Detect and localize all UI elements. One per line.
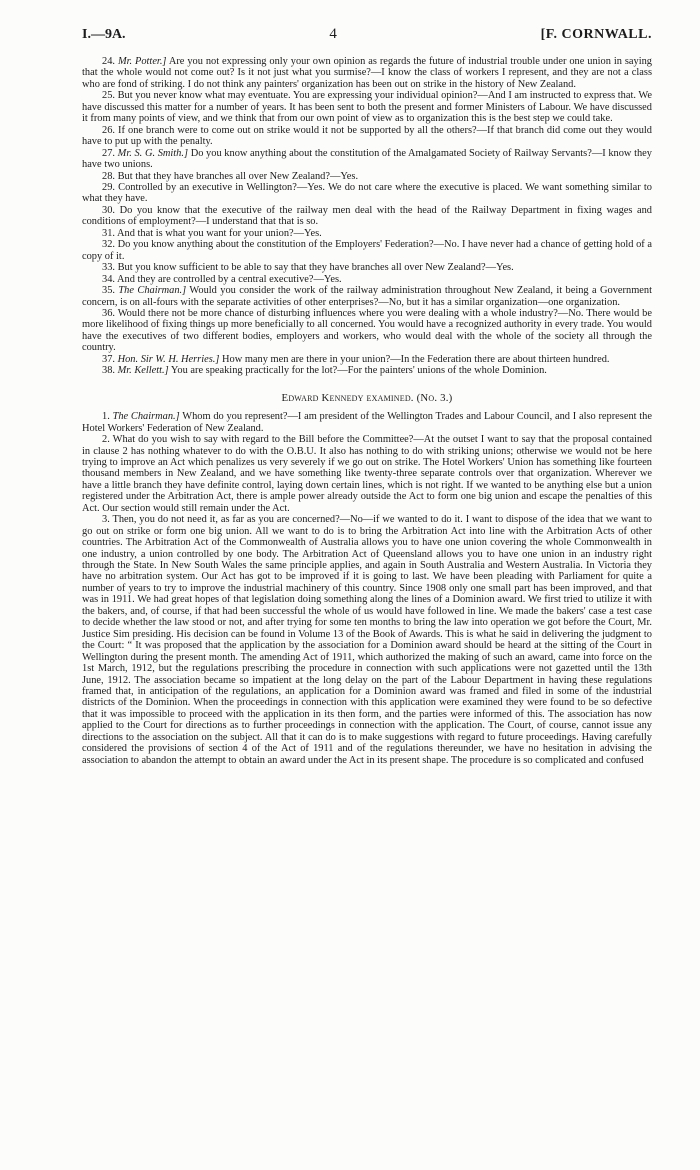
paragraph-text: Then, you do not need it, as far as you are concerned?—No—if we wanted to do it. I want to dispose of the idea that we want to go out on strike or form one big union. All we want to do is to bring the Arbitration Act into line with the Arbitration Acts of other countries. The Arbitration Act of the Commonwealth of Australia allows you to have one union covering the whole Commonwealth in one industry, a union controlled by one body. The Arbitration Act of Queensland allows you to have one union in an industry right through the State. In New South Wales the same principle applies, and again in South Australia and Western Australia. In Victoria they have no arbitration system. Our Act has got to be improved if it is going to last. We have been pleading with Parliament for quite a number of years to try to improve the industrial machinery of this country. Since 1908 only one small part has been improved, and that was in 1911. We had great hopes of that legislation doing something along the lines of a Dominion award. We first tried to utilize it with the bakers, and, of course, if that had been successful the whole of us would have followed in line. We made the bakers' case a test case to decide whether the law stood or not, and after trying for some ten months to bring the law into operation we got before the Court, Mr. Justice Sim presiding. His decision can be found in Volume 13 of the Book of Awards. This is what he said in delivering the judgment to the Court: “ It was proposed that the application by the association for a Dominion award should be heard at the sitting of the Court in Wellington during the present month. The amending Act of 1911, which authorized the making of such an award, came into force on the 1st March, 1912, but the regulations prescribing the procedure in connection with such applications were not gazetted until the 13th June, 1912. The association became so impatient at the long delay on the part of the Labour Department in having these regulations framed that, in anticipation of the regulations, an application for a Dominion award was framed and filed in some of the industrial districts of the Dominion. When the proceedings in connection with this application were examined they were found to be so defective that it was impossible to proceed with the application in its then form, and the parties were informed of this. The association has now applied to the Court for directions as to further proceedings in connection with the application. The Court, of course, cannot issue any directions to the association on the subject. All that it can do is to make suggestions with regard to future proceedings. Having carefully considered the provisions of section 4 of the Act of 1911 and of the regulations thereunder, we have no hesitation in advising the association to abandon the attempt to obtain an award under the Act in its present shape. The procedure is so complicated and confused: [82, 514, 652, 766]
question-paragraph: [82, 205, 652, 228]
question-paragraph: [82, 125, 652, 148]
question-number: 27.: [102, 147, 115, 159]
question-number: 36.: [102, 307, 115, 319]
paragraph-text: How many men are there in your union?—In the Federation there are about thirteen hundred.: [222, 353, 610, 365]
question-paragraph: [82, 274, 652, 285]
witness-heading: Edward Kennedy examined. (No. 3.): [281, 391, 453, 404]
question-number: 26.: [102, 124, 115, 136]
question-paragraph: [82, 171, 652, 182]
question-paragraph: [82, 514, 652, 766]
question-number: 29.: [102, 181, 115, 193]
paragraph-text: You are speaking practically for the lot?—For the painters' unions of the whole Dominion.: [170, 365, 547, 377]
question-paragraph: [82, 354, 652, 365]
question-number: 1.: [102, 411, 110, 423]
speaker-name: The Chairman.]: [118, 285, 187, 297]
question-paragraph: [82, 90, 652, 124]
testimony-section-cornwall: [82, 56, 652, 377]
speaker-name: The Chairman.]: [112, 411, 180, 423]
paragraph-text: But that they have branches all over New Zealand?—Yes.: [117, 170, 359, 182]
question-paragraph: [82, 148, 652, 171]
speaker-name: Mr. Kellett.]: [117, 365, 169, 377]
paragraph-text: But you know sufficient to be able to say that they have branches all over New Zealand?—Yes.: [117, 262, 514, 274]
question-paragraph: [82, 262, 652, 273]
paragraph-text: Whom do you represent?—I am president of the Wellington Trades and Labour Council, and I also represent the Hotel Workers' Federation of New Zealand.: [82, 411, 652, 434]
witness-name-running-head: [F. CORNWALL.: [540, 27, 652, 42]
question-number: 35.: [102, 285, 115, 297]
speaker-name: Mr. S. G. Smith.]: [117, 147, 189, 159]
question-number: 25.: [102, 90, 115, 102]
paragraph-text: Are you not expressing only your own opinion as regards the future of industrial trouble under one union in saying that the whole would not come out? Is it not just what you surmise?—I know the class of workers I represent, and they are not a class who are fond of striking. I do not think any painters' organization has been out on strike in the history of New Zealand.: [82, 56, 653, 90]
question-paragraph: [82, 308, 652, 354]
paragraph-text: Do you know anything about the constitution of the Amalgamated Society of Railway Servants?—I know they have two unions.: [82, 147, 652, 171]
testimony-section-kennedy: [82, 411, 652, 766]
question-number: 3.: [102, 514, 110, 526]
question-number: 33.: [102, 262, 115, 274]
paragraph-text: If one branch were to come out on strike would it not be supported by all the others?—If that branch did come out they would have to put up with the penalty.: [82, 124, 652, 148]
question-number: 2.: [102, 434, 110, 446]
paragraph-text: And they are controlled by a central executive?—Yes.: [117, 273, 342, 285]
document-body: [82, 56, 652, 766]
question-paragraph: [82, 411, 652, 434]
question-number: 28.: [102, 170, 115, 182]
report-reference: I.—9A.: [82, 27, 126, 42]
page-number: 4: [329, 26, 337, 42]
paragraph-text: Would you consider the work of the railway administration throughout New Zealand, it being a Government concern, is on all-fours with the separate activities of other enterprises?—No, but it has a similar organization—one organization.: [82, 285, 652, 308]
question-number: 38.: [102, 365, 115, 377]
speaker-name: Hon. Sir W. H. Herries.]: [117, 353, 220, 365]
paragraph-text: And that is what you want for your union?—Yes.: [117, 227, 322, 239]
paragraph-text: But you never know what may eventuate. You are expressing your individual opinion?—And I am instructed to express that. We have discussed this matter for a number of years. It has been sent to both the present and former Ministers of Labour. We have discussed it from many points of view, and we think that from our own point of view as to organization this is the best step we could take.: [82, 90, 652, 125]
question-paragraph: [82, 228, 652, 239]
question-number: 34.: [102, 273, 115, 285]
question-paragraph: [82, 239, 652, 262]
paragraph-text: Do you know anything about the constitution of the Employers' Federation?—No. I have never had a chance of getting hold of a copy of it.: [82, 239, 652, 262]
question-number: 31.: [102, 227, 115, 239]
question-paragraph: [82, 285, 652, 308]
paragraph-text: Controlled by an executive in Wellington?—Yes. We do not care where the executive is placed. We want something similar to what they have.: [82, 181, 652, 205]
question-paragraph: [82, 182, 652, 205]
question-number: 24.: [102, 56, 115, 67]
speaker-name: Mr. Potter.]: [117, 56, 167, 67]
question-paragraph: [82, 56, 652, 90]
question-paragraph: [82, 434, 652, 514]
question-paragraph: [82, 365, 652, 376]
question-number: 32.: [102, 239, 115, 251]
paragraph-text: Do you know that the executive of the railway men deal with the head of the Railway Department in fixing wages and conditions of employment?—I understand that that is so.: [82, 204, 652, 228]
paragraph-text: What do you wish to say with regard to the Bill before the Committee?—At the outset I want to say that the proposal contained in clause 2 has nothing whatever to do with the O.B.U. It also has nothing to do with striking unions; otherwise we would not be here trying to improve an Act which penalizes us very severely if we go out on strike. The Hotel Workers' Union has something like fourteen thousand members in New Zealand, and we have something like twenty-three separate controls over that organization. Wherever we have a little branch they have definite control, laying down certain lines, which is not right. If we wanted to be anything else but a union registered under the Arbitration Act, there is ample power already outside the Act to form one big union and escape the penalties of this Act. Our section would still remain under the Act.: [82, 434, 652, 514]
page-header: [82, 26, 652, 46]
question-number: 37.: [102, 353, 115, 365]
paragraph-text: Would there not be more chance of disturbing influences where you were dealing with a whole industry?—No. There would be more likelihood of fixing things up more beneficially to all concerned. You would have a recognized authority in every trade. You would have the executives of two different bodies, employers and workers, who would deal with the whole of the society all through the country.: [82, 307, 652, 354]
question-number: 30.: [102, 204, 115, 216]
